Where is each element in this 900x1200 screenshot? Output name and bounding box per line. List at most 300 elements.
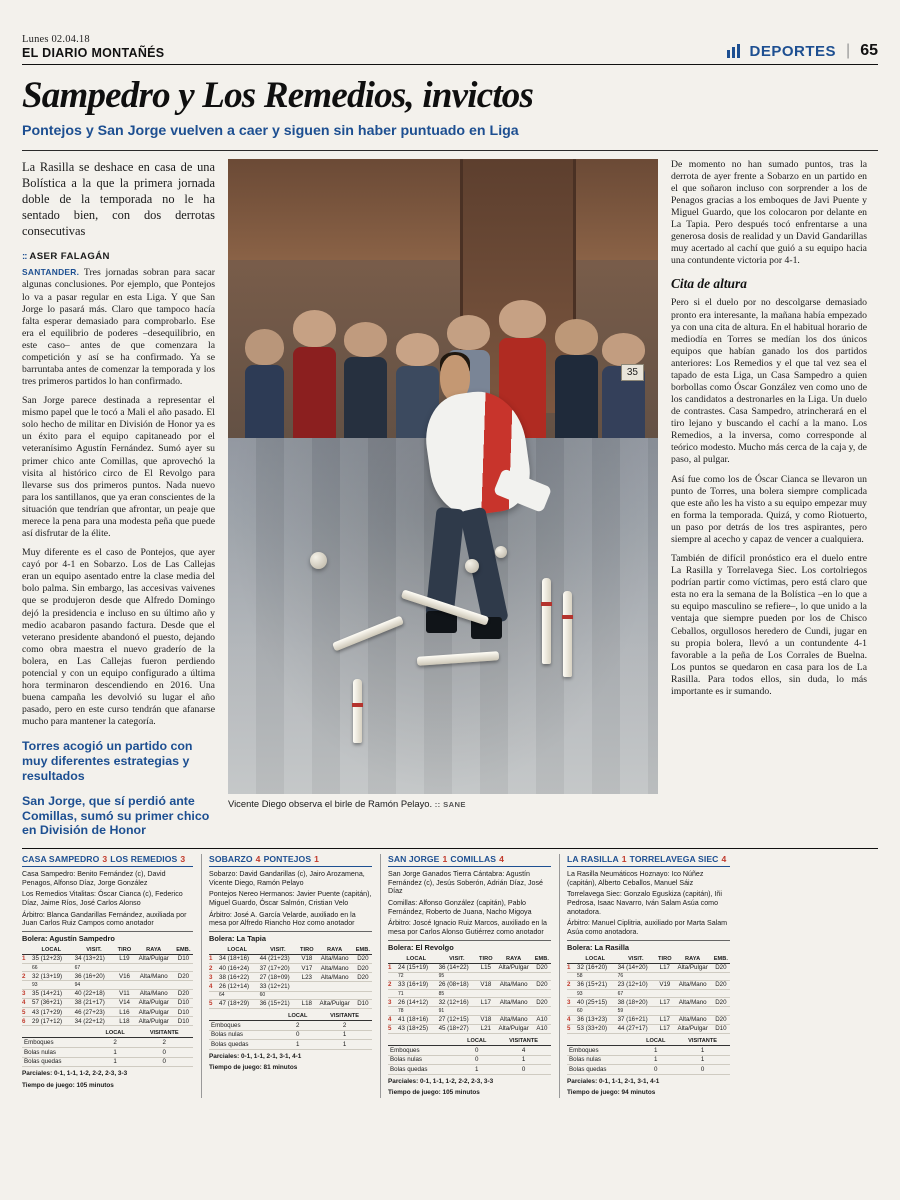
table-cell: 0: [457, 1055, 496, 1065]
table-cell: 0: [135, 1047, 193, 1057]
table-row: [22, 1017, 193, 1026]
table-cell: D10: [712, 1024, 730, 1033]
match-venue: Bolera: La Tapia: [209, 931, 372, 943]
issue-date: Lunes 02.04.18: [22, 33, 90, 45]
table-cell: 66: [30, 964, 73, 972]
table-cell: 36 (15+21): [575, 980, 616, 989]
table-cell: L15: [477, 963, 494, 972]
match-referee: Árbitro: Blanca Gandarillas Fernández, auxiliada por Juan Carlos Ruiz Campos como anotador: [22, 910, 187, 928]
spectator: [344, 322, 387, 451]
table-cell: 33 (16+19): [396, 980, 437, 989]
match-away-name: PONTEJOS: [263, 854, 312, 865]
column-header: VISIT.: [258, 946, 299, 955]
match-away-lineup: Pontejos Nereo Hermanos: Javier Puente (capitán), Miguel Guardo, Óscar Salmón, Cristian Velo: [209, 890, 372, 907]
table-cell: D20: [712, 980, 730, 989]
match-title: [567, 854, 730, 867]
match-result-block: [201, 854, 372, 1098]
table-row: [388, 1065, 551, 1075]
match-partials: Parciales: 0-1, 1-1, 1-2, 2-2, 2-3, 3-3: [22, 1070, 128, 1078]
col-index: [388, 955, 396, 964]
table-cell: 32 (16+20): [575, 963, 616, 972]
table-cell: D20: [174, 972, 193, 981]
separator: |: [846, 42, 851, 59]
table-row: [209, 982, 372, 991]
table-cell: Bolas quedas: [209, 1040, 278, 1050]
row-index: 4: [22, 998, 30, 1007]
table-row: [209, 999, 372, 1008]
table-row: [22, 998, 193, 1007]
headline-rule: [22, 150, 878, 151]
table-cell: D20: [712, 998, 730, 1007]
match-score-table: [567, 955, 730, 1035]
table-cell: L21: [477, 1024, 494, 1033]
table-row: [209, 1030, 372, 1040]
table-cell: 1: [95, 1047, 136, 1057]
table-cell: Bolas quedas: [567, 1065, 636, 1075]
table-cell: Alta/Mano: [316, 973, 354, 982]
table-cell: Alta/Pulgar: [495, 963, 533, 972]
photo-credit: :: SANE: [434, 799, 466, 809]
table-cell: [22, 964, 30, 972]
table-row: [209, 954, 372, 963]
match-home-score: 3: [102, 854, 108, 865]
left-kicker-2: San Jorge, que sí perdió ante Comillas, sumó su primer chico en División de Honor: [22, 794, 210, 838]
table-cell: Alta/Pulgar: [674, 1024, 712, 1033]
table-cell: 53 (33+20): [575, 1024, 616, 1033]
row-index: 1: [22, 954, 30, 963]
table-cell: [477, 1007, 551, 1015]
table-header-row: [22, 1029, 193, 1038]
table-cell: 93: [575, 990, 616, 998]
table-cell: [22, 981, 30, 989]
table-cell: Alta/Mano: [134, 972, 174, 981]
table-cell: 1: [675, 1055, 730, 1065]
table-cell: L17: [656, 1024, 673, 1033]
table-header-row: [388, 955, 551, 964]
table-cell: 36 (14+22): [437, 963, 478, 972]
row-index: 1: [209, 954, 217, 963]
match-away-score: 4: [721, 854, 727, 865]
table-row: [22, 972, 193, 981]
table-cell: Alta/Pulgar: [134, 998, 174, 1007]
match-summary-table: [388, 1037, 551, 1075]
table-subrow: [22, 964, 193, 972]
match-away-score: 4: [499, 854, 504, 865]
table-cell: 37 (16+21): [616, 1015, 657, 1024]
match-partials: Parciales: 0-1, 1-1, 1-2, 2-2, 2-3, 3-3: [388, 1077, 494, 1085]
table-cell: 27 (12+15): [437, 1015, 478, 1024]
table-cell: 24 (15+19): [396, 963, 437, 972]
match-summary-table: [567, 1037, 730, 1075]
right-column: [671, 159, 867, 838]
table-cell: Alta/Mano: [134, 989, 174, 998]
photo-caption-text: Vicente Diego observa el birle de Ramón Pelayo.: [228, 797, 433, 809]
bowling-ball: [495, 546, 507, 558]
masthead-left: [22, 34, 164, 60]
table-cell: D10: [174, 998, 193, 1007]
table-cell: Alta/Pulgar: [134, 1017, 174, 1026]
bars-icon: [727, 44, 740, 58]
match-away-name: LOS REMEDIOS: [110, 854, 178, 865]
table-cell: D20: [354, 973, 372, 982]
match-home-name: SAN JORGE: [388, 854, 440, 865]
table-row: [209, 973, 372, 982]
table-row: [22, 1008, 193, 1017]
table-row: [388, 1015, 551, 1024]
table-cell: V18: [298, 954, 315, 963]
column-header: VISITANTE: [135, 1029, 193, 1038]
match-venue: Bolera: La Rasilla: [567, 940, 730, 952]
match-home-lineup: Sobarzo: David Gandarillas (c), Jairo Arozamena, Vicente Diego, Ramón Pelayo: [209, 870, 365, 887]
row-index: 2: [22, 972, 30, 981]
byline-author: ASER FALAGÁN: [29, 251, 110, 263]
match-duration: Tiempo de juego: 105 minutos: [22, 1081, 114, 1089]
column-header: [567, 1037, 636, 1046]
match-partials: Parciales: 0-1, 1-1, 2-1, 3-1, 4-1: [209, 1052, 302, 1060]
column-header: VISITANTE: [496, 1037, 551, 1046]
table-subrow: [388, 972, 551, 980]
table-cell: Alta/Pulgar: [316, 999, 354, 1008]
table-cell: Emboques: [388, 1046, 457, 1056]
table-row: [22, 989, 193, 998]
column-header: LOCAL: [278, 1012, 317, 1021]
table-cell: 47 (18+29): [217, 999, 258, 1008]
left-column: [22, 159, 215, 838]
match-venue: Bolera: Agustín Sampedro: [22, 931, 193, 943]
column-header: LOCAL: [30, 946, 73, 955]
table-cell: [354, 982, 372, 991]
column-header: EMB.: [534, 955, 550, 962]
table-header-row: [209, 1012, 372, 1021]
col-index: [22, 946, 30, 955]
column-header: LOCAL: [95, 1029, 136, 1038]
table-cell: [388, 1007, 396, 1015]
table-cell: Bolas nulas: [388, 1055, 457, 1065]
right-paragraph-4: También de difícil pronóstico era el duelo entre La Rasilla y Torrelavega Siec. Los cortolriegos podrían partir como víctimas, pero está claro que esta no era la semana de la Bolística –en lo que a su equipo masculino se refiere–, lo que unido a la ventaja que siempre pueden por los de Chisco Ceballos, orgullosos heredero de Cundi, jugar en su propia bolera, llevó a un contundente 4-1 favorable a la peña de Los Corrales de Buelna. Los puntos se quedaron en casa para los de La Rasilla. Para todos ellos, sin duda, lo más importante es ir sumando.: [671, 553, 867, 697]
column-header: [22, 1029, 95, 1038]
row-index: 3: [209, 973, 217, 982]
table-cell: 1: [95, 1057, 136, 1067]
table-cell: 41 (18+16): [396, 1015, 437, 1024]
table-cell: D20: [354, 964, 372, 973]
table-cell: Alta/Mano: [674, 998, 712, 1007]
table-cell: 1: [496, 1055, 551, 1065]
table-cell: L18: [298, 999, 315, 1008]
match-score-table: [209, 946, 372, 1009]
column-header: LOCAL: [636, 1037, 675, 1046]
table-cell: 1: [675, 1046, 730, 1056]
table-cell: 26 (12+14): [217, 982, 258, 991]
table-cell: 29 (17+12): [30, 1017, 73, 1026]
table-cell: [115, 981, 193, 989]
table-subrow: [209, 991, 372, 999]
table-cell: 78: [396, 1007, 437, 1015]
right-paragraph-1: De momento no han sumado puntos, tras la derrota de ayer frente a Sobarzo en un partido en el que soñaron incluso con sorprender a los de Penagos gracias a los emboques de Javi Puente y Miguel Guardo, que los colocaron por delante en La Tapia. Pero después tocó enfrentarse a una generosa dosis de realidad y un David Gandarillas muy acertado al cachí que guió a su equipo hacia una contundente victoria por 4-1.: [671, 158, 867, 267]
table-cell: D10: [174, 954, 193, 963]
table-cell: [115, 964, 193, 972]
column-header: EMB.: [713, 955, 729, 962]
table-row: [567, 1015, 730, 1024]
table-cell: Alta/Pulgar: [495, 1024, 533, 1033]
match-referee: Árbitro: José A. García Velarde, auxiliado en la mesa por Alfredo Riancho Hoz como anotador: [209, 910, 356, 928]
col-index: [209, 946, 217, 955]
table-row: [209, 1021, 372, 1031]
table-header-row: [209, 946, 372, 955]
col-index: [567, 955, 575, 964]
table-cell: V18: [477, 1015, 494, 1024]
table-subrow: [567, 1007, 730, 1015]
table-row: [388, 980, 551, 989]
column-header: VISIT.: [616, 955, 657, 964]
table-cell: 4: [496, 1046, 551, 1056]
row-index: 2: [388, 980, 396, 989]
table-cell: 0: [457, 1046, 496, 1056]
table-cell: 71: [396, 990, 437, 998]
match-home-lineup: Casa Sampedro: Benito Fernández (c), David Penagos, Alfonso Díaz, Jorge González: [22, 870, 166, 887]
match-referee: Árbitro: Manuel Ciplitria, auxiliado por Marta Salam Asúa como anotadora.: [567, 919, 728, 936]
bowling-pin: [563, 591, 572, 677]
table-header-row: [388, 1037, 551, 1046]
table-cell: 46 (27+23): [73, 1008, 116, 1017]
table-subrow: [567, 972, 730, 980]
match-home-lineup: San Jorge Ganados Tierra Cántabra: Agustín Fernández (c), Jesús Soberón, Adrián Díaz, José Díaz: [388, 870, 543, 896]
table-cell: L17: [656, 1015, 673, 1024]
table-cell: 0: [278, 1030, 317, 1040]
left-paragraph-1: [22, 267, 215, 388]
table-cell: 38 (18+20): [616, 998, 657, 1007]
table-subrow: [388, 1007, 551, 1015]
table-cell: 59: [616, 1007, 657, 1015]
table-row: [567, 998, 730, 1007]
match-partials: Parciales: 0-1, 1-1, 2-1, 3-1, 4-1: [567, 1077, 660, 1085]
match-away-name: TORRELAVEGA SIEC: [629, 854, 719, 865]
column-header: RAYA: [674, 955, 712, 964]
subheadline: Pontejos y San Jorge vuelven a caer y siguen sin haber puntuado en Liga: [22, 122, 519, 139]
table-cell: 57 (36+21): [30, 998, 73, 1007]
match-home-name: CASA SAMPEDRO: [22, 854, 100, 865]
table-row: [209, 964, 372, 973]
table-cell: 44 (21+23): [258, 954, 299, 963]
table-cell: D20: [533, 963, 551, 972]
table-cell: 36 (16+20): [73, 972, 116, 981]
match-home-lineup: La Rasilla Neumáticos Hoznayo: Ico Núñez (capitán), Alberto Ceballos, Manuel Sáiz: [567, 870, 704, 887]
column-header: LOCAL: [396, 955, 437, 964]
table-cell: [388, 990, 396, 998]
column-header: VISITANTE: [317, 1012, 372, 1021]
row-index: 1: [388, 963, 396, 972]
column-header: TIRO: [478, 955, 493, 962]
match-venue: Bolera: El Revolgo: [388, 940, 551, 952]
table-cell: Emboques: [209, 1021, 278, 1031]
match-result-block: [380, 854, 551, 1098]
right-paragraph-2: Pero si el duelo por no descolgarse demasiado pronto era interesante, la mañana había empezado ya con una cita de altura. En el habitual horario de mediodía en Torres se medían los dos únicos equipos que habían ganado los dos partidos anteriores: Los Remedios y el que tal vez sea el tapado de esta Liga, un Casa Sampedro a quien borbollas como Óscar González ven como uno de los candidatos a destronarles en la Liga. Un duelo de contrastes. Casa Sampedro, atrincherará en el tiro lejano y buscando el cachí a la mano. Los Remedios, a la inversa, como corresponde al teórico modesto. Mucho más cerca de la caja y, de paso, al pulgar.: [671, 297, 867, 466]
column-header: [209, 1012, 278, 1021]
table-cell: L23: [298, 973, 315, 982]
spectator: [555, 319, 598, 451]
table-header-row: [567, 955, 730, 964]
match-result-block: [559, 854, 730, 1098]
table-row: [567, 963, 730, 972]
column-header: TIRO: [657, 955, 672, 962]
table-cell: 2: [317, 1021, 372, 1031]
bowling-pin: [542, 578, 551, 664]
table-cell: 95: [437, 972, 478, 980]
main-photo: [228, 159, 658, 794]
table-cell: D10: [174, 1017, 193, 1026]
column-header: LOCAL: [217, 946, 258, 955]
table-cell: 33 (12+21): [258, 982, 299, 991]
table-cell: 2: [95, 1038, 136, 1048]
table-cell: L17: [656, 963, 673, 972]
table-cell: D10: [354, 999, 372, 1008]
table-cell: 45 (18+27): [437, 1024, 478, 1033]
photo-column: [228, 159, 658, 838]
table-row: [22, 1047, 193, 1057]
table-cell: 40 (16+24): [217, 964, 258, 973]
table-cell: 38 (21+17): [73, 998, 116, 1007]
table-cell: D20: [533, 998, 551, 1007]
table-cell: A10: [533, 1024, 551, 1033]
column-header: [388, 1037, 457, 1046]
photo-caption: [228, 794, 658, 810]
match-away-lineup: Torrelavega Siec: Gonzalo Eguskiza (capitán), Iñi Pedrosa, Isaac Navarro, Iván Salam Asúa como anotadora.: [567, 890, 722, 916]
table-cell: [656, 990, 730, 998]
table-cell: [298, 991, 372, 999]
table-header-row: [22, 946, 193, 955]
match-title: [388, 854, 551, 867]
table-cell: 26 (08+18): [437, 980, 478, 989]
column-header: LOCAL: [457, 1037, 496, 1046]
table-cell: V17: [298, 964, 315, 973]
table-cell: 76: [616, 972, 657, 980]
row-index: 5: [567, 1024, 575, 1033]
table-cell: V11: [115, 989, 133, 998]
table-row: [567, 1065, 730, 1075]
table-cell: Alta/Pulgar: [674, 963, 712, 972]
table-cell: L16: [115, 1008, 133, 1017]
table-subrow: [22, 981, 193, 989]
lede-paragraph: La Rasilla se deshace en casa de una Bolística a la que la primera jornada doble de la temporada no le ha sentado bien, con dos derrotas consecutivas: [22, 159, 215, 239]
table-cell: L19: [115, 954, 133, 963]
table-cell: Alta/Mano: [495, 998, 533, 1007]
match-referee: Árbitro: Joscé Ignacio Ruiz Marcos, auxiliado en la mesa por Carlos Alonso Gutiérrez como anotador: [388, 919, 547, 936]
table-cell: 67: [73, 964, 116, 972]
match-duration: Tiempo de juego: 94 minutos: [567, 1089, 656, 1097]
row-index: 3: [22, 989, 30, 998]
table-cell: D10: [174, 1008, 193, 1017]
table-cell: 40 (25+15): [575, 998, 616, 1007]
paper-name: EL DIARIO MONTAÑÉS: [22, 45, 165, 60]
table-cell: Emboques: [567, 1046, 636, 1056]
column-header: RAYA: [134, 946, 174, 955]
table-cell: D20: [354, 954, 372, 963]
column-header: VISITANTE: [675, 1037, 730, 1046]
table-cell: 35 (14+21): [30, 989, 73, 998]
match-home-name: LA RASILLA: [567, 854, 619, 865]
row-index: 6: [22, 1017, 30, 1026]
right-paragraph-3: Así fue como los de Óscar Cianca se llevaron un punto de Torres, una bolera siempre complicada que este año les ha visto a su equipo empezar muy en forma la temporada. Quizá, y como Riotuerto, un paso por detrás de los tres aspirantes, pero siempre al acecho y capaz de vencer a cualquiera.: [671, 473, 867, 545]
table-cell: 60: [258, 991, 299, 999]
table-cell: 32 (13+19): [30, 972, 73, 981]
byline-block: [22, 251, 215, 262]
table-cell: 64: [217, 991, 258, 999]
wall-number-plate: 35: [621, 364, 644, 381]
table-cell: 34 (18+16): [217, 954, 258, 963]
byline-mark: ::: [22, 251, 27, 263]
table-cell: 0: [675, 1065, 730, 1075]
table-cell: 34 (22+12): [73, 1017, 116, 1026]
table-row: [388, 1046, 551, 1056]
column-header: TIRO: [115, 946, 133, 955]
match-away-name: COMILLAS: [450, 854, 497, 865]
table-row: [22, 1038, 193, 1048]
row-index: 3: [388, 998, 396, 1007]
row-index: 3: [567, 998, 575, 1007]
match-away-lineup: Comillas: Alfonso González (capitán), Pablo Fernández, Roberto de Juana, Nacho Migoya: [388, 898, 532, 916]
row-index: 5: [388, 1024, 396, 1033]
match-home-score: 1: [442, 854, 448, 865]
table-cell: 2: [135, 1038, 193, 1048]
table-cell: V14: [115, 998, 133, 1007]
table-cell: A10: [533, 1015, 551, 1024]
table-cell: Bolas quedas: [22, 1057, 95, 1067]
bowling-ball: [465, 559, 479, 573]
table-cell: 0: [135, 1057, 193, 1067]
column-header: RAYA: [316, 946, 354, 955]
spectator: [293, 310, 336, 451]
table-cell: [567, 972, 575, 980]
table-cell: [656, 972, 730, 980]
table-row: [22, 1057, 193, 1067]
match-title: [22, 854, 193, 867]
match-score-table: [388, 955, 551, 1035]
match-home-score: 4: [255, 854, 261, 865]
table-cell: 1: [317, 1030, 372, 1040]
table-row: [567, 1024, 730, 1033]
table-cell: Bolas quedas: [388, 1065, 457, 1075]
table-cell: 1: [636, 1055, 675, 1065]
table-cell: Alta/Mano: [316, 954, 354, 963]
table-row: [388, 998, 551, 1007]
table-cell: Alta/Pulgar: [134, 954, 174, 963]
table-cell: 26 (14+12): [396, 998, 437, 1007]
table-row: [567, 1046, 730, 1056]
spectator: [245, 329, 284, 451]
table-cell: Alta/Mano: [316, 964, 354, 973]
match-score-table: [22, 946, 193, 1027]
table-cell: 1: [317, 1040, 372, 1050]
column-header: LOCAL: [575, 955, 616, 964]
table-cell: Alta/Mano: [495, 980, 533, 989]
row-index: 4: [567, 1015, 575, 1024]
byline: [22, 251, 215, 262]
left-paragraph-3: Muy diferente es el caso de Pontejos, que ayer cayó por 4-1 en Sobarzo. Los de Las Callejas eran un equipo asentado entre la clase media del bolo palma. Sin embargo, las accesivas vaivenes que se produjeron desde que Alfredo Domingo dejó la presidencia e incluso en su último año y medio acabaron pasando factura. Desde que el veterano presidente abandonó el puesto, dejando como obra maestra el nuevo graderío de la bolera, en Las Callejas fueron perdiendo potencial y con un equipo configurado a última hora terminaron descendiendo en 2016. Una buena campaña les devolvió su lugar el año pasado, pero en este curso tendrán que afanarse mucho para mantener la categoría.: [22, 547, 215, 728]
table-cell: Alta/Pulgar: [134, 1008, 174, 1017]
table-cell: 43 (18+25): [396, 1024, 437, 1033]
photo-bowler: [400, 349, 555, 654]
table-row: [567, 1055, 730, 1065]
left-paragraph-2: San Jorge parece destinada a representar el mismo papel que le tocó a Mali el año pasado. El solo hecho de militar en División de Honor ya es un éxito para el equipo capitaneado por el veteranísimo Agustín Fernández. Sumó ayer su primer chico ante Comillas, que aprovechó la visita al histórico circo de El Revolgo para llevarse sus dos primeros puntos. Nada nuevo para los santillanos, que ya eran conscientes de la situación que tendrían que afrontar, un peaje que merece la pena para una modesta peña que puede así disfrutar de la élite.: [22, 395, 215, 540]
table-row: [388, 963, 551, 972]
table-cell: 2: [278, 1021, 317, 1031]
table-cell: Bolas nulas: [209, 1030, 278, 1040]
table-cell: 34 (14+20): [616, 963, 657, 972]
table-row: [567, 980, 730, 989]
table-subrow: [388, 990, 551, 998]
table-cell: V19: [656, 980, 673, 989]
row-index: 5: [22, 1008, 30, 1017]
table-cell: Alta/Mano: [674, 1015, 712, 1024]
